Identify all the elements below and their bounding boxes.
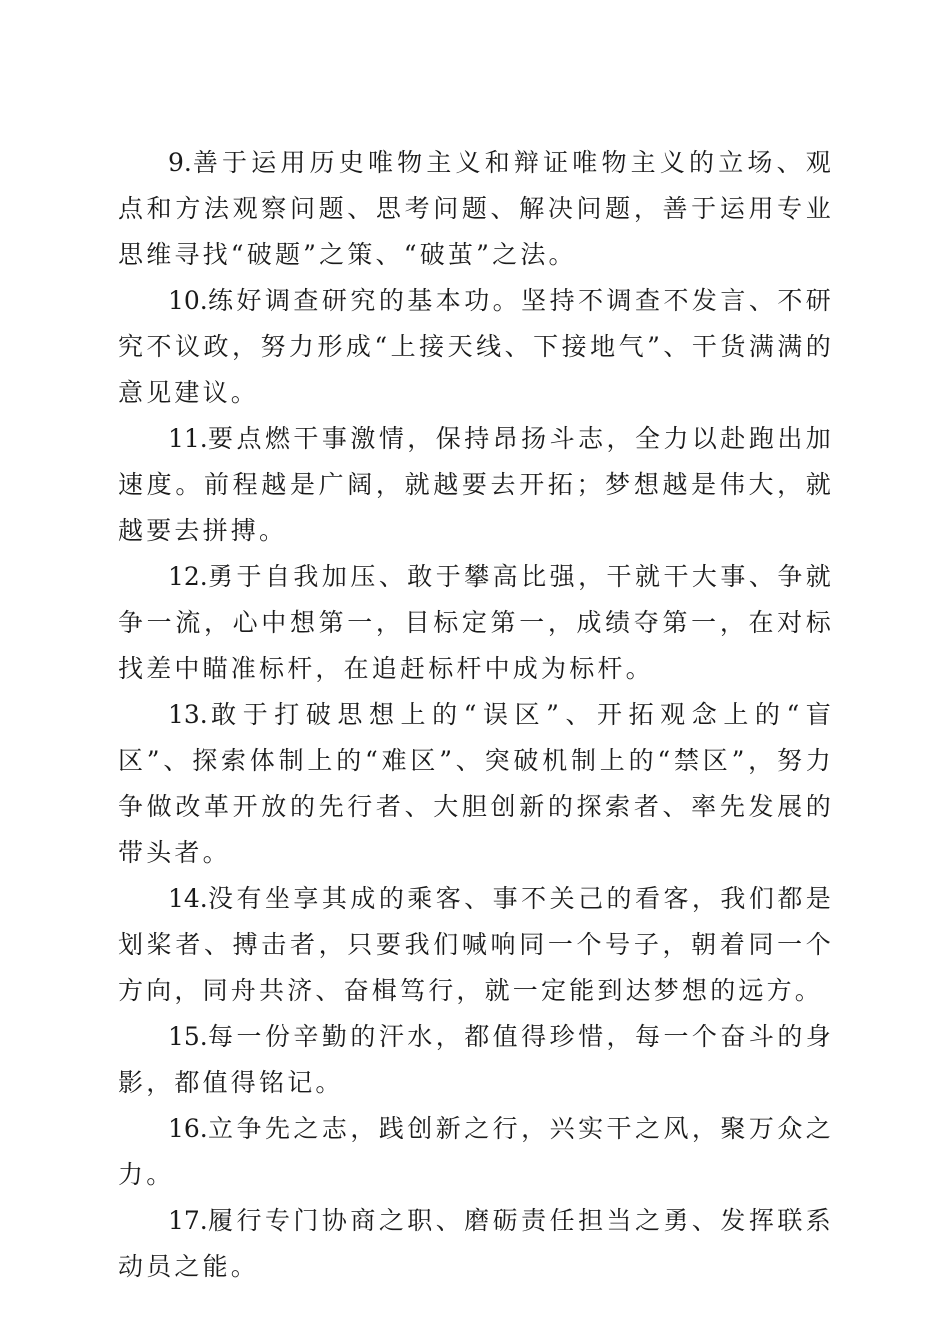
paragraph-17	[118, 1198, 834, 1290]
paragraph-text: 立争先之志，践创新之行，兴实干之风，聚万众之力。	[118, 1114, 834, 1189]
paragraph-number: 12.	[168, 562, 208, 591]
paragraph-number: 10.	[168, 286, 208, 315]
paragraph-number: 13.	[168, 700, 208, 729]
paragraph-text: 善于运用历史唯物主义和辩证唯物主义的立场、观点和方法观察问题、思考问题、解决问题，善于运用专业思维寻找“破题”之策、“破茧”之法。	[118, 148, 834, 269]
paragraph-12	[118, 554, 834, 692]
paragraph-text: 要点燃干事激情，保持昂扬斗志，全力以赴跑出加速度。前程越是广阔，就越要去开拓；梦想越是伟大，就越要去拼搏。	[118, 424, 834, 545]
paragraph-number: 11.	[168, 424, 208, 453]
paragraph-text: 没有坐享其成的乘客、事不关己的看客，我们都是划桨者、搏击者，只要我们喊响同一个号子，朝着同一个方向，同舟共济、奋楫笃行，就一定能到达梦想的远方。	[118, 884, 834, 1005]
paragraph-9	[118, 140, 834, 278]
paragraph-number: 14.	[168, 884, 208, 913]
paragraph-13	[118, 692, 834, 876]
paragraph-14	[118, 876, 834, 1014]
paragraph-15	[118, 1014, 834, 1106]
paragraph-11	[118, 416, 834, 554]
paragraph-text: 敢于打破思想上的“误区”、开拓观念上的“盲区”、探索体制上的“难区”、突破机制上的“禁区”，努力争做改革开放的先行者、大胆创新的探索者、率先发展的带头者。	[118, 700, 834, 867]
paragraph-text: 履行专门协商之职、磨砺责任担当之勇、发挥联系动员之能。	[118, 1206, 834, 1281]
paragraph-number: 17.	[168, 1206, 208, 1235]
paragraph-number: 15.	[168, 1022, 208, 1051]
paragraph-text: 练好调查研究的基本功。坚持不调查不发言、不研究不议政，努力形成“上接天线、下接地气”、干货满满的意见建议。	[118, 286, 834, 407]
paragraph-text: 勇于自我加压、敢于攀高比强，干就干大事、争就争一流，心中想第一，目标定第一，成绩夺第一，在对标找差中瞄准标杆，在追赶标杆中成为标杆。	[118, 562, 834, 683]
paragraph-text: 每一份辛勤的汗水，都值得珍惜，每一个奋斗的身影，都值得铭记。	[118, 1022, 834, 1097]
paragraph-number: 16.	[168, 1114, 208, 1143]
paragraph-number: 9.	[168, 148, 192, 177]
paragraph-10	[118, 278, 834, 416]
paragraph-16	[118, 1106, 834, 1198]
document-body	[118, 140, 834, 1290]
